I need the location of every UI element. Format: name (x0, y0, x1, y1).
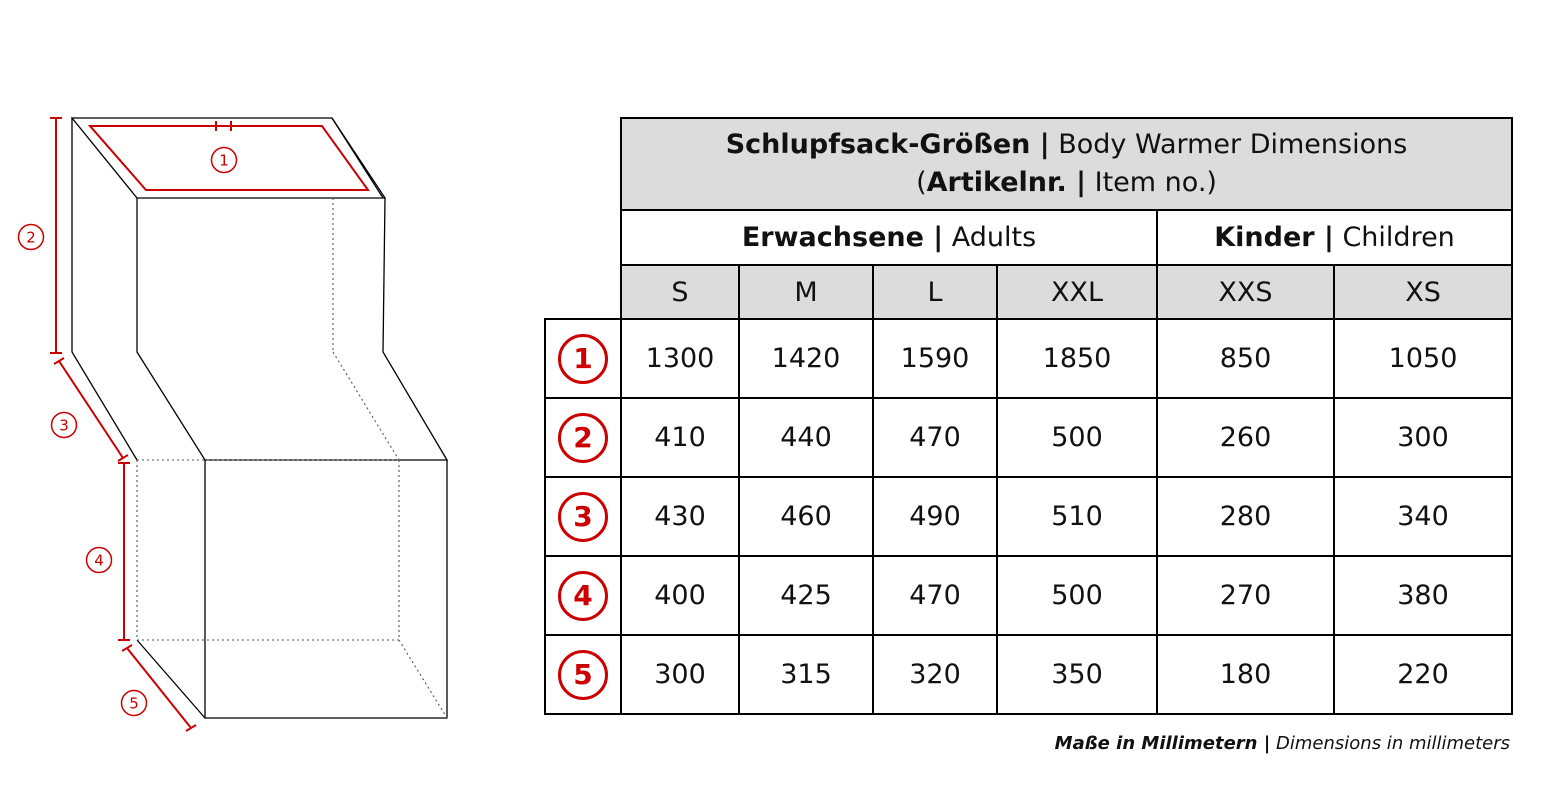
value-cell: 430 (621, 477, 739, 556)
footnote-german: Maße in Millimetern | (1054, 733, 1271, 754)
row-number-cell (545, 635, 621, 714)
callout-1 (212, 148, 237, 173)
value-cell: 280 (1157, 477, 1334, 556)
value-cell: 470 (873, 398, 997, 477)
dimensions-table (544, 117, 1513, 715)
subtitle-german: Artikelnr. | (926, 167, 1087, 198)
table-row (545, 635, 1512, 714)
table-row (545, 556, 1512, 635)
value-cell: 315 (739, 635, 873, 714)
group-children-english: Children (1333, 222, 1455, 253)
table-row (545, 319, 1512, 398)
row-number-badge: 3 (558, 492, 608, 542)
subtitle-english: Item no.) (1086, 167, 1217, 198)
callout-label: 1 (219, 151, 229, 170)
callout-4 (87, 548, 112, 573)
value-cell: 260 (1157, 398, 1334, 477)
callout-3 (52, 413, 77, 438)
body-warmer-diagram (0, 0, 540, 787)
row-number-cell (545, 477, 621, 556)
title-english: Body Warmer Dimensions (1049, 129, 1408, 160)
value-cell: 500 (997, 556, 1157, 635)
table-row (545, 477, 1512, 556)
value-cell: 1590 (873, 319, 997, 398)
row-number-cell (545, 556, 621, 635)
value-cell: 350 (997, 635, 1157, 714)
callout-label: 3 (59, 416, 69, 435)
callout-label: 4 (94, 551, 104, 570)
value-cell: 300 (621, 635, 739, 714)
dimension-lines (50, 118, 368, 731)
value-cell: 400 (621, 556, 739, 635)
value-cell: 180 (1157, 635, 1334, 714)
row-number-cell (545, 319, 621, 398)
callout-label: 2 (26, 228, 36, 247)
row-number-badge: 4 (558, 571, 608, 621)
row-number-badge: 1 (558, 334, 608, 384)
footnote-english: Dimensions in millimeters (1270, 733, 1510, 754)
row-number-badge: 2 (558, 413, 608, 463)
hidden-edges (137, 198, 447, 718)
value-cell: 320 (873, 635, 997, 714)
value-cell: 1850 (997, 319, 1157, 398)
value-cell: 490 (873, 477, 997, 556)
group-adults-german: Erwachsene | (741, 222, 944, 253)
title-german: Schlupfsack-Größen | (725, 129, 1050, 160)
table-title (621, 118, 1512, 210)
value-cell: 500 (997, 398, 1157, 477)
value-cell: 410 (621, 398, 739, 477)
value-cell: 510 (997, 477, 1157, 556)
callout-label: 5 (129, 694, 139, 713)
size-header-m: M (739, 265, 873, 319)
value-cell: 270 (1157, 556, 1334, 635)
size-header-l: L (873, 265, 997, 319)
subtitle-open: ( (916, 167, 927, 198)
size-header-xxl: XXL (997, 265, 1157, 319)
size-header-xxs: XXS (1157, 265, 1334, 319)
value-cell: 1300 (621, 319, 739, 398)
value-cell: 440 (739, 398, 873, 477)
value-cell: 470 (873, 556, 997, 635)
value-cell: 380 (1334, 556, 1512, 635)
group-children-german: Kinder | (1214, 222, 1334, 253)
table-row (545, 398, 1512, 477)
value-cell: 340 (1334, 477, 1512, 556)
value-cell: 300 (1334, 398, 1512, 477)
value-cell: 850 (1157, 319, 1334, 398)
value-cell: 1050 (1334, 319, 1512, 398)
callout-2 (19, 225, 44, 250)
value-cell: 460 (739, 477, 873, 556)
value-cell: 1420 (739, 319, 873, 398)
row-number-cell (545, 398, 621, 477)
row-number-badge: 5 (558, 650, 608, 700)
group-adults (621, 210, 1157, 265)
group-adults-english: Adults (943, 222, 1037, 253)
callout-5 (122, 691, 147, 716)
units-footnote (1055, 733, 1510, 754)
body-warmer-outline (72, 118, 447, 718)
value-cell: 220 (1334, 635, 1512, 714)
group-children (1157, 210, 1512, 265)
value-cell: 425 (739, 556, 873, 635)
size-header-xs: XS (1334, 265, 1512, 319)
size-header-s: S (621, 265, 739, 319)
